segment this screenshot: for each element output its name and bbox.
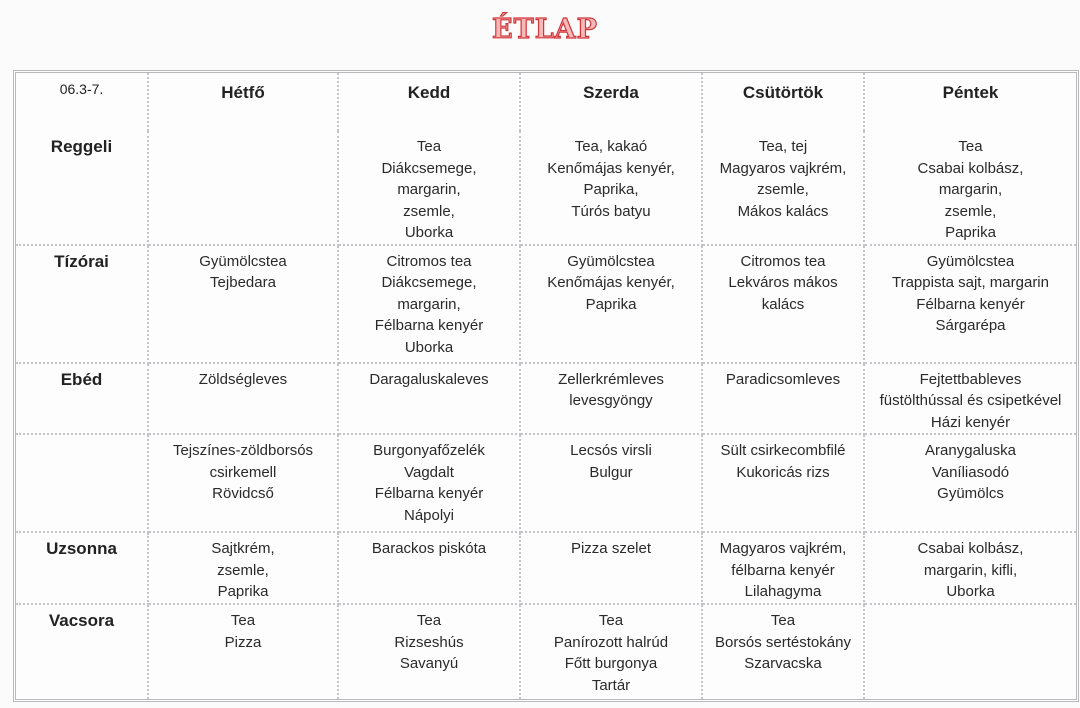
menu-cell: [339, 435, 521, 533]
day-header: Hétfő: [149, 73, 339, 131]
menu-cell: [865, 364, 1076, 436]
menu-cell: [149, 605, 339, 699]
menu-cell: [703, 435, 865, 533]
menu-cell: [339, 246, 521, 364]
dish-line: Pizza szelet: [570, 540, 652, 557]
dish-line: Főtt burgonya: [564, 655, 658, 672]
dish-line: Félbarna kenyér: [916, 295, 1025, 313]
dish-line: Tea: [958, 138, 983, 155]
dish-line: margarin, kifli,: [923, 561, 1018, 579]
dish-line: zsemle,: [403, 202, 455, 220]
dish-line: füstölthússal és csipetkével: [879, 392, 1062, 409]
dish-line: Lilahagyma: [744, 583, 822, 600]
dish-line: Barackos piskóta: [371, 540, 487, 557]
dish-line: Zellerkrémleves: [558, 370, 664, 388]
dish-line: Burgonyafőzelék: [373, 442, 485, 459]
dish-line: Tea: [230, 612, 256, 629]
menu-cell: [703, 364, 865, 436]
dish-line: Félbarna kenyér: [374, 485, 484, 502]
dish-line: Vaníliasodó: [931, 463, 1010, 481]
dish-line: margarin,: [938, 181, 1003, 198]
menu-cell: [339, 364, 521, 436]
menu-cell: [703, 605, 865, 699]
menu-cell: [149, 533, 339, 605]
week-label: 06.3-7.: [16, 73, 149, 131]
meal-label: Reggeli: [16, 131, 149, 246]
dish-line: kalács: [761, 295, 805, 313]
menu-cell: [703, 131, 865, 246]
dish-line: Fejtettbableves: [919, 370, 1022, 388]
meal-row: [16, 246, 1076, 364]
meal-label: Tízórai: [16, 246, 149, 364]
dish-line: Gyümölcstea: [926, 252, 1015, 270]
menu-cell: [339, 605, 521, 699]
menu-cell: [703, 533, 865, 605]
menu-cell: [149, 435, 339, 533]
dish-line: Tea: [598, 612, 624, 629]
menu-cell: [521, 533, 703, 605]
day-header: Péntek: [942, 83, 999, 102]
meal-label: [16, 435, 149, 533]
dish-line: zsemle,: [944, 202, 997, 220]
day-header: Csütörtök: [703, 73, 865, 131]
dish-line: Gyümölcstea: [567, 252, 655, 270]
dish-line: Csabai kolbász,: [917, 159, 1024, 177]
menu-cell: [865, 246, 1076, 364]
dish-line: margarin,: [397, 295, 461, 313]
dish-line: Rövidcső: [212, 485, 274, 502]
menu-cell: [521, 364, 703, 436]
dish-line: Túrós batyu: [571, 202, 651, 220]
meal-row: [16, 533, 1076, 605]
dish-line: Paprika: [585, 295, 637, 313]
menu-cell: [865, 533, 1076, 605]
dish-line: Házi kenyér: [930, 413, 1011, 431]
day-header: Szerda: [521, 73, 703, 131]
dish-line: Rizseshús: [394, 633, 464, 651]
dish-line: Szarvacska: [744, 655, 822, 672]
menu-cell: [149, 131, 339, 246]
menu-cell: [865, 131, 1076, 246]
dish-line: Paprika: [217, 583, 269, 600]
dish-line: Panírozott halrúd: [553, 633, 669, 651]
dish-line: Trappista sajt, margarin: [891, 274, 1049, 291]
dish-line: Kukoricás rizs: [736, 463, 830, 481]
menu-cell: [865, 435, 1076, 533]
menu-cell: [149, 246, 339, 364]
menu-cell: [149, 364, 339, 436]
dish-line: Bulgur: [589, 463, 633, 481]
dish-line: Diákcsemege,: [381, 159, 477, 177]
page-title: ÉTLAP: [492, 14, 598, 45]
dish-line: Kenőmájas kenyér,: [547, 159, 675, 177]
menu-cell: [339, 533, 521, 605]
menu-cell: [521, 131, 703, 246]
dish-line: Félbarna kenyér: [374, 317, 484, 334]
meal-row: [16, 605, 1076, 699]
dish-line: Uborka: [404, 224, 454, 241]
dish-line: margarin,: [397, 181, 461, 198]
dish-line: csirkemell: [209, 463, 277, 481]
dish-line: Borsós sertéstokány: [715, 633, 851, 651]
dish-line: Diákcsemege,: [381, 274, 477, 291]
dish-line: Uborka: [946, 583, 995, 600]
dish-line: Aranygaluska: [925, 442, 1016, 459]
meal-label: Ebéd: [16, 364, 149, 436]
dish-line: Sárgarépa: [935, 317, 1006, 334]
dish-line: Uborka: [404, 338, 454, 356]
dish-line: félbarna kenyér: [731, 561, 835, 579]
dish-line: Tea: [416, 138, 442, 155]
dish-line: Tejszínes-zöldborsós: [172, 442, 314, 459]
dish-line: Sült csirkecombfilé: [720, 442, 846, 459]
menu-table: [13, 70, 1079, 702]
menu-cell: [521, 435, 703, 533]
dish-line: Mákos kalács: [737, 202, 829, 220]
dish-line: Paprika: [945, 224, 996, 241]
menu-cell: [865, 605, 1076, 699]
meal-label: Vacsora: [16, 605, 149, 699]
dish-line: Citromos tea: [386, 252, 472, 270]
dish-line: Csabai kolbász,: [917, 540, 1024, 557]
dish-line: Kenőmájas kenyér,: [547, 274, 675, 291]
dish-line: Tea, tej: [758, 138, 808, 155]
dish-line: Savanyú: [399, 655, 459, 672]
dish-line: Magyaros vajkrém,: [719, 159, 847, 177]
dish-line: Gyümölcs: [937, 485, 1004, 502]
dish-line: Paprika,: [583, 181, 639, 198]
dish-line: Vagdalt: [404, 463, 454, 481]
dish-line: Paradicsomleves: [725, 370, 841, 388]
menu-cell: [703, 246, 865, 364]
dish-line: Citromos tea: [740, 252, 826, 270]
dish-line: Pizza: [224, 633, 262, 651]
header-row: [16, 73, 1076, 131]
dish-line: Lecsós virsli: [570, 442, 652, 459]
meal-row: [16, 364, 1076, 436]
dish-line: Sajtkrém,: [211, 540, 275, 557]
dish-line: Tea: [770, 612, 796, 629]
dish-line: Lekváros mákos: [728, 274, 838, 291]
dish-line: Gyümölcstea: [199, 252, 287, 270]
dish-line: levesgyöngy: [569, 392, 653, 409]
meal-row: [16, 131, 1076, 246]
dish-line: Daragaluskaleves: [369, 370, 489, 388]
meal-label: Uzsonna: [16, 533, 149, 605]
dish-line: zsemle,: [757, 181, 809, 198]
dish-line: Tea: [416, 612, 442, 629]
menu-cell: [339, 131, 521, 246]
dish-line: Nápolyi: [403, 506, 455, 524]
dish-line: zsemle,: [217, 561, 269, 579]
dish-line: Tejbedara: [210, 274, 276, 291]
dish-line: Zöldségleves: [198, 370, 288, 388]
day-header: Kedd: [339, 73, 521, 131]
menu-cell: [521, 246, 703, 364]
dish-line: Tartár: [591, 676, 631, 694]
dish-line: Magyaros vajkrém,: [719, 540, 847, 557]
menu-cell: [521, 605, 703, 699]
meal-row: [16, 435, 1076, 533]
dish-line: Tea, kakaó: [574, 138, 648, 155]
